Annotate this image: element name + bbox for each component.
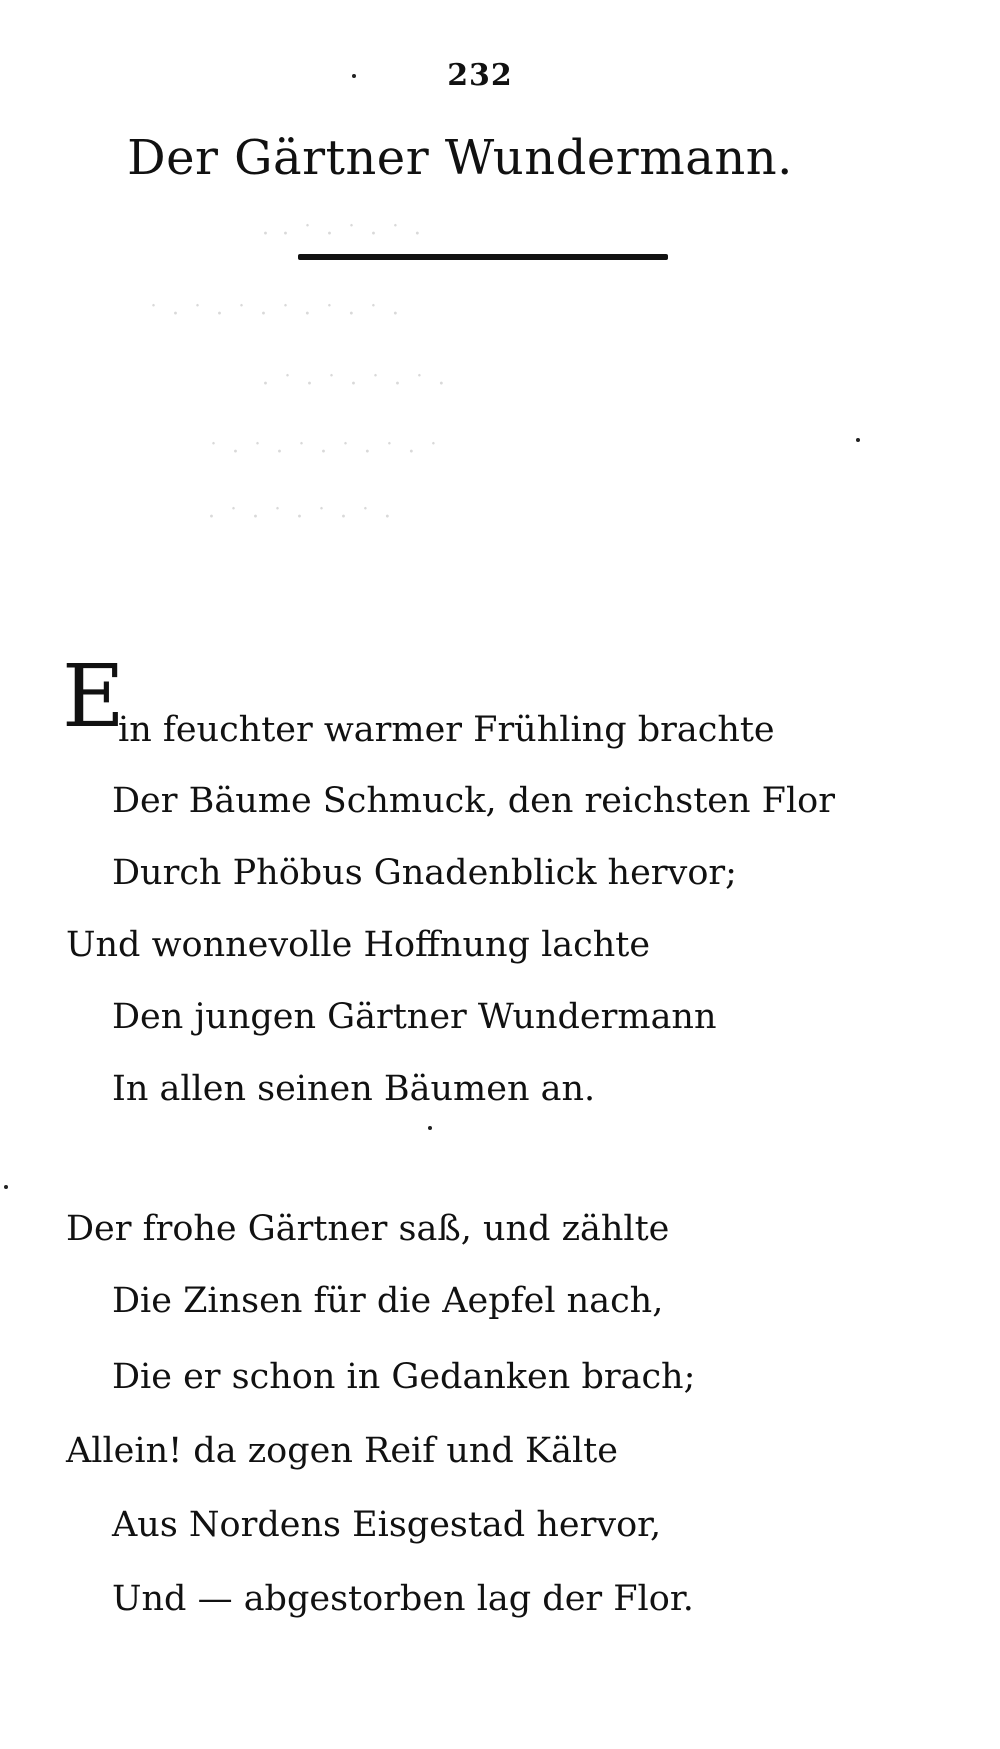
verse-line: Der frohe Gärtner saß, und zählte: [66, 1209, 670, 1249]
print-speck: [352, 74, 356, 78]
verse-line: Der Bäume Schmuck, den reichsten Flor: [112, 781, 835, 821]
poem-title: Der Gärtner Wundermann.: [127, 130, 793, 186]
verse-line: Und wonnevolle Hoffnung lachte: [66, 925, 651, 965]
print-speck: [428, 1126, 432, 1130]
verse-line: Allein! da zogen Reif und Kälte: [66, 1431, 618, 1471]
verse-line: Den jungen Gärtner Wundermann: [112, 997, 717, 1037]
page-number: 232: [447, 58, 513, 93]
verse-line: Die Zinsen für die Aepfel nach,: [112, 1281, 664, 1321]
print-speck: [4, 1185, 8, 1189]
verse-line: In allen seinen Bäumen an.: [112, 1069, 596, 1109]
drop-cap: E: [62, 647, 125, 747]
print-speck: [856, 438, 860, 442]
bleed-through-mark: · · ˙ · ˙ · ˙ ·: [262, 222, 424, 247]
verse-line: Aus Nordens Eisgestad hervor,: [112, 1505, 662, 1545]
verse-line: Und — abgestorben lag der Flor.: [112, 1579, 694, 1619]
bleed-through-mark: · ˙ · ˙ · ˙ · ˙ ·: [208, 505, 394, 530]
title-rule: [298, 254, 668, 260]
verse-line: Die er schon in Gedanken brach;: [112, 1357, 696, 1397]
verse-line: Durch Phöbus Gnadenblick hervor;: [112, 853, 737, 893]
verse-line: in feuchter warmer Frühling brachte: [118, 710, 775, 750]
bleed-through-mark: · ˙ · ˙ · ˙ · ˙ ·: [262, 372, 448, 397]
bleed-through-mark: ˙ · ˙ · ˙ · ˙ · ˙ · ˙: [208, 440, 442, 465]
bleed-through-mark: ˙ · ˙ · ˙ · ˙ · ˙ · ˙ ·: [148, 302, 402, 327]
